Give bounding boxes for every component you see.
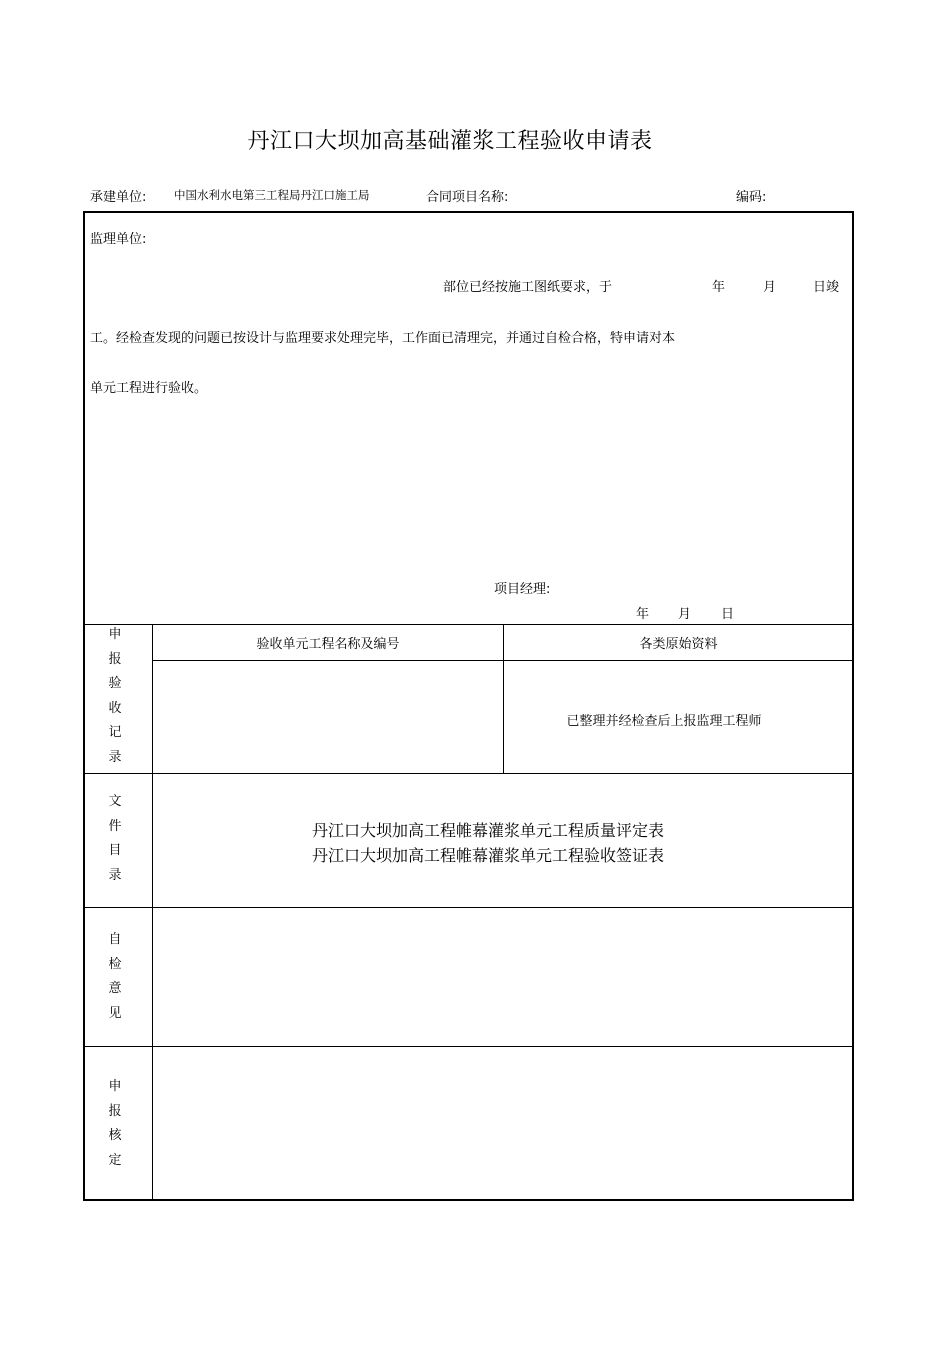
application-line1: 部位已经按施工图纸要求，于	[443, 280, 613, 295]
file-item: 丹江口大坝加高工程帷幕灌浆单元工程验收签证表	[311, 846, 664, 865]
application-year: 年	[712, 280, 726, 295]
record-side-label: 申 报 验 收 记 录	[108, 627, 122, 765]
form-table	[83, 211, 854, 1201]
contract-name-label: 合同项目名称:	[426, 190, 509, 205]
contractor-label: 承建单位:	[90, 190, 147, 205]
page-title: 丹江口大坝加高基础灌浆工程验收申请表	[247, 129, 653, 154]
application-line2: 工。经检查发现的问题已按设计与监理要求处理完毕，工作面已清理完，并通过自检合格，特申请对本	[90, 331, 676, 346]
application-month: 月	[763, 280, 777, 295]
supervisor-label: 监理单位:	[90, 232, 147, 247]
sign-day: 日	[721, 607, 735, 622]
code-label: 编码:	[736, 190, 767, 205]
divider-verify-top	[84, 1046, 853, 1047]
divider-files-top	[84, 773, 853, 774]
record-col2-value: 已整理并经检查后上报监理工程师	[566, 714, 762, 729]
divider-selfcheck-top	[84, 907, 853, 908]
contractor-value: 中国水利水电第三工程局丹江口施工局	[174, 188, 370, 202]
verify-side-label: 申 报 核 定	[108, 1079, 122, 1168]
files-side-label: 文 件 目 录	[108, 794, 122, 883]
sign-year: 年	[636, 607, 650, 622]
project-manager-label: 项目经理:	[494, 582, 551, 597]
divider-record-top	[84, 624, 853, 625]
divider-side-column	[152, 625, 153, 1200]
record-col1-header: 验收单元工程名称及编号	[256, 637, 400, 652]
application-line3: 单元工程进行验收。	[90, 381, 208, 396]
record-col2-header: 各类原始资料	[639, 637, 718, 652]
file-item: 丹江口大坝加高工程帷幕灌浆单元工程质量评定表	[311, 821, 664, 840]
sign-month: 月	[678, 607, 692, 622]
application-day: 日竣	[813, 280, 840, 295]
selfcheck-side-label: 自 检 意 见	[108, 932, 122, 1021]
